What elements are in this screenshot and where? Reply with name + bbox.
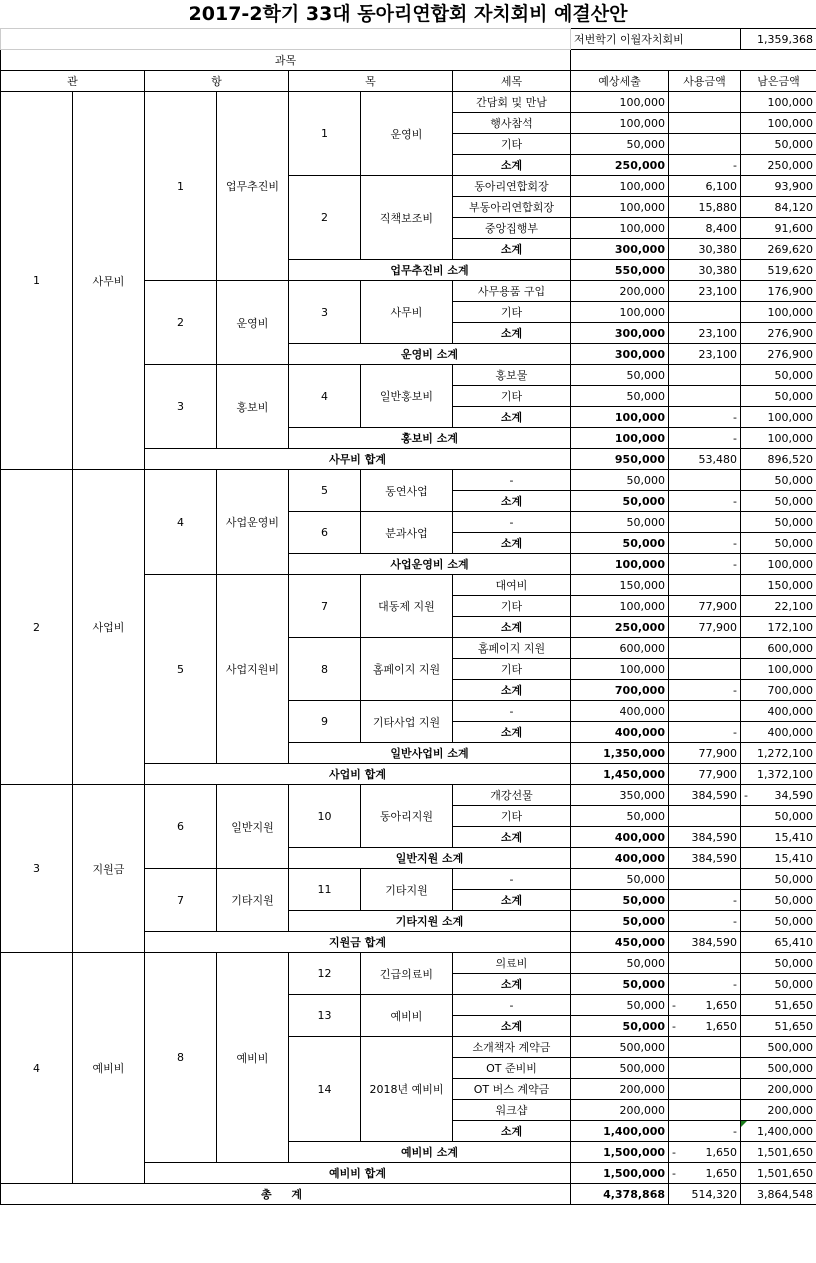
remain-cell: 172,100 bbox=[741, 617, 816, 638]
dash-mark: - bbox=[672, 998, 676, 1012]
used-cell bbox=[669, 512, 741, 533]
used-cell bbox=[669, 365, 741, 386]
hang-name: 예비비 bbox=[217, 953, 289, 1163]
budget-cell: 50,000 bbox=[571, 386, 669, 407]
remain-cell: 15,410 bbox=[741, 848, 816, 869]
remain-cell: 65,410 bbox=[741, 932, 816, 953]
used-cell: 77,900 bbox=[669, 764, 741, 785]
budget-cell: 700,000 bbox=[571, 680, 669, 701]
used-cell: 77,900 bbox=[669, 617, 741, 638]
item-name: 소계 bbox=[453, 239, 571, 260]
mok-name: 사무비 bbox=[361, 281, 453, 344]
budget-cell: 100,000 bbox=[571, 197, 669, 218]
hang-name: 운영비 bbox=[217, 281, 289, 365]
item-name: 운영비 소계 bbox=[289, 344, 571, 365]
used-cell bbox=[669, 701, 741, 722]
used-cell bbox=[669, 575, 741, 596]
remain-cell: 91,600 bbox=[741, 218, 816, 239]
sheet-title: 2017-2학기 33대 동아리연합회 자치회비 예결산안 bbox=[188, 3, 628, 25]
mok-no: 2 bbox=[289, 176, 361, 260]
item-name: 소계 bbox=[453, 1016, 571, 1037]
item-name: 소개책자 계약금 bbox=[453, 1037, 571, 1058]
mok-name: 분과사업 bbox=[361, 512, 453, 554]
gwan-name: 예비비 bbox=[73, 953, 145, 1184]
remain-cell: 1,272,100 bbox=[741, 743, 816, 764]
budget-cell: 950,000 bbox=[571, 449, 669, 470]
used-cell: - 1,650 bbox=[669, 995, 741, 1016]
used-cell bbox=[669, 113, 741, 134]
item-name: 대여비 bbox=[453, 575, 571, 596]
budget-cell: 1,350,000 bbox=[571, 743, 669, 764]
header-row bbox=[1, 71, 816, 92]
hang-name: 사업지원비 bbox=[217, 575, 289, 764]
used-cell: - bbox=[669, 428, 741, 449]
budget-cell: 400,000 bbox=[571, 848, 669, 869]
budget-cell: 50,000 bbox=[571, 533, 669, 554]
budget-cell: 300,000 bbox=[571, 344, 669, 365]
hang-name: 기타지원 bbox=[217, 869, 289, 932]
remain-cell: 400,000 bbox=[741, 722, 816, 743]
mok-no: 13 bbox=[289, 995, 361, 1037]
remain-cell: 1,501,650 bbox=[741, 1142, 816, 1163]
item-name: 홍보비 소계 bbox=[289, 428, 571, 449]
remain-cell: 50,000 bbox=[741, 890, 816, 911]
mok-no: 5 bbox=[289, 470, 361, 512]
used-cell: - bbox=[669, 491, 741, 512]
used-cell bbox=[669, 302, 741, 323]
budget-cell: 50,000 bbox=[571, 869, 669, 890]
budget-cell: 50,000 bbox=[571, 470, 669, 491]
dash-mark: - bbox=[744, 788, 748, 802]
used-cell: - bbox=[669, 155, 741, 176]
remain-cell: 1,372,100 bbox=[741, 764, 816, 785]
remain-cell: 1,501,650 bbox=[741, 1163, 816, 1184]
item-name: 워크샵 bbox=[453, 1100, 571, 1121]
budget-cell: 450,000 bbox=[571, 932, 669, 953]
used-cell bbox=[669, 1100, 741, 1121]
budget-cell: 100,000 bbox=[571, 218, 669, 239]
budget-cell: 1,400,000 bbox=[571, 1121, 669, 1142]
mok-name: 대동제 지원 bbox=[361, 575, 453, 638]
item-name: 예비비 합계 bbox=[145, 1163, 571, 1184]
used-cell: - bbox=[669, 680, 741, 701]
remain-cell: 50,000 bbox=[741, 470, 816, 491]
item-name: 사업운영비 소계 bbox=[289, 554, 571, 575]
remain-cell: 176,900 bbox=[741, 281, 816, 302]
budget-cell: 300,000 bbox=[571, 323, 669, 344]
budget-cell: 1,500,000 bbox=[571, 1142, 669, 1163]
budget-cell: 50,000 bbox=[571, 512, 669, 533]
item-name: 지원금 합계 bbox=[145, 932, 571, 953]
table-row bbox=[1, 785, 816, 806]
item-name: 홍보물 bbox=[453, 365, 571, 386]
remain-cell: 896,520 bbox=[741, 449, 816, 470]
used-cell bbox=[669, 134, 741, 155]
budget-cell: 50,000 bbox=[571, 806, 669, 827]
item-name: 소계 bbox=[453, 680, 571, 701]
mok-no: 7 bbox=[289, 575, 361, 638]
used-cell: 23,100 bbox=[669, 323, 741, 344]
budget-cell: 300,000 bbox=[571, 239, 669, 260]
item-name: 개강선물 bbox=[453, 785, 571, 806]
budget-cell: 100,000 bbox=[571, 554, 669, 575]
item-name: - bbox=[453, 995, 571, 1016]
remain-cell: 100,000 bbox=[741, 113, 816, 134]
remain-cell: 269,620 bbox=[741, 239, 816, 260]
item-name: 소계 bbox=[453, 1121, 571, 1142]
item-name: 소계 bbox=[453, 323, 571, 344]
grand-total-row bbox=[1, 1184, 816, 1205]
used-cell: 30,380 bbox=[669, 260, 741, 281]
budget-table bbox=[0, 28, 816, 1205]
mok-name: 일반홍보비 bbox=[361, 365, 453, 428]
budget-cell: 50,000 bbox=[571, 365, 669, 386]
used-cell bbox=[669, 470, 741, 491]
item-name: - bbox=[453, 470, 571, 491]
remain-cell: 150,000 bbox=[741, 575, 816, 596]
used-cell: - bbox=[669, 407, 741, 428]
grand-total-label: 총 계 bbox=[1, 1184, 571, 1205]
used-cell: - bbox=[669, 1121, 741, 1142]
hang-name: 사업운영비 bbox=[217, 470, 289, 575]
item-name: 소계 bbox=[453, 827, 571, 848]
used-cell: 384,590 bbox=[669, 785, 741, 806]
remain-cell: 50,000 bbox=[741, 365, 816, 386]
used-cell: - 1,650 bbox=[669, 1016, 741, 1037]
item-name: 사업비 합계 bbox=[145, 764, 571, 785]
used-cell bbox=[669, 92, 741, 113]
table-row bbox=[1, 470, 816, 491]
header-remain: 남은금액 bbox=[741, 71, 816, 92]
budget-cell: 100,000 bbox=[571, 659, 669, 680]
used-cell: 30,380 bbox=[669, 239, 741, 260]
item-name: 소계 bbox=[453, 617, 571, 638]
budget-cell: 1,450,000 bbox=[571, 764, 669, 785]
gwan-name: 사무비 bbox=[73, 92, 145, 470]
item-name: 의료비 bbox=[453, 953, 571, 974]
hang-no: 5 bbox=[145, 575, 217, 764]
used-cell bbox=[669, 638, 741, 659]
item-name: 기타 bbox=[453, 302, 571, 323]
mok-no: 1 bbox=[289, 92, 361, 176]
used-cell: - bbox=[669, 722, 741, 743]
remain-cell: 500,000 bbox=[741, 1058, 816, 1079]
remain-cell: - 34,590 bbox=[741, 785, 816, 806]
remain-cell: 50,000 bbox=[741, 911, 816, 932]
remain-cell: 50,000 bbox=[741, 953, 816, 974]
budget-cell: 50,000 bbox=[571, 911, 669, 932]
used-cell bbox=[669, 1058, 741, 1079]
item-name: 중앙집행부 bbox=[453, 218, 571, 239]
item-name: - bbox=[453, 869, 571, 890]
used-cell: 77,900 bbox=[669, 743, 741, 764]
remain-cell: 200,000 bbox=[741, 1100, 816, 1121]
remain-cell: 1,400,000 bbox=[741, 1121, 816, 1142]
dash-mark: - bbox=[672, 1019, 676, 1033]
remain-cell: 50,000 bbox=[741, 869, 816, 890]
used-cell: - 1,650 bbox=[669, 1142, 741, 1163]
remain-cell: 50,000 bbox=[741, 491, 816, 512]
item-name: - bbox=[453, 701, 571, 722]
budget-cell: 100,000 bbox=[571, 92, 669, 113]
item-name: 동아리연합회장 bbox=[453, 176, 571, 197]
hang-no: 4 bbox=[145, 470, 217, 575]
item-name: OT 버스 계약금 bbox=[453, 1079, 571, 1100]
header-mok: 목 bbox=[289, 71, 453, 92]
remain-cell: 400,000 bbox=[741, 701, 816, 722]
header-budget: 예상세출 bbox=[571, 71, 669, 92]
budget-cell: 250,000 bbox=[571, 155, 669, 176]
used-cell bbox=[669, 1037, 741, 1058]
hang-no: 8 bbox=[145, 953, 217, 1163]
hang-no: 6 bbox=[145, 785, 217, 869]
mok-name: 2018년 예비비 bbox=[361, 1037, 453, 1142]
remain-cell: 700,000 bbox=[741, 680, 816, 701]
remain-cell: 100,000 bbox=[741, 659, 816, 680]
used-cell: - bbox=[669, 533, 741, 554]
used-cell: - bbox=[669, 890, 741, 911]
used-cell: 23,100 bbox=[669, 344, 741, 365]
mok-no: 9 bbox=[289, 701, 361, 743]
gwan-no: 2 bbox=[1, 470, 73, 785]
mok-no: 11 bbox=[289, 869, 361, 911]
mok-name: 동아리지원 bbox=[361, 785, 453, 848]
budget-cell: 50,000 bbox=[571, 491, 669, 512]
remain-cell: 100,000 bbox=[741, 407, 816, 428]
used-cell bbox=[669, 953, 741, 974]
budget-cell: 100,000 bbox=[571, 428, 669, 449]
budget-cell: 600,000 bbox=[571, 638, 669, 659]
budget-cell: 50,000 bbox=[571, 953, 669, 974]
budget-cell: 350,000 bbox=[571, 785, 669, 806]
used-cell bbox=[669, 1079, 741, 1100]
hang-no: 7 bbox=[145, 869, 217, 932]
used-cell: 53,480 bbox=[669, 449, 741, 470]
remain-cell: 250,000 bbox=[741, 155, 816, 176]
hang-no: 2 bbox=[145, 281, 217, 365]
mok-no: 10 bbox=[289, 785, 361, 848]
budget-cell: 150,000 bbox=[571, 575, 669, 596]
item-name: 소계 bbox=[453, 491, 571, 512]
item-name: 간담회 및 만남 bbox=[453, 92, 571, 113]
mok-no: 14 bbox=[289, 1037, 361, 1142]
mok-name: 홈페이지 지원 bbox=[361, 638, 453, 701]
used-cell bbox=[669, 659, 741, 680]
remain-cell: 276,900 bbox=[741, 323, 816, 344]
remain-cell: 50,000 bbox=[741, 134, 816, 155]
grand-total-budget: 4,378,868 bbox=[571, 1184, 669, 1205]
remain-cell: 51,650 bbox=[741, 995, 816, 1016]
remain-cell: 519,620 bbox=[741, 260, 816, 281]
remain-cell: 15,410 bbox=[741, 827, 816, 848]
budget-cell: 250,000 bbox=[571, 617, 669, 638]
mok-no: 12 bbox=[289, 953, 361, 995]
hang-no: 1 bbox=[145, 92, 217, 281]
dash-mark: - bbox=[672, 1145, 676, 1159]
hang-no: 3 bbox=[145, 365, 217, 449]
item-name: 기타지원 소계 bbox=[289, 911, 571, 932]
used-cell: - bbox=[669, 911, 741, 932]
budget-cell: 100,000 bbox=[571, 176, 669, 197]
item-name: OT 준비비 bbox=[453, 1058, 571, 1079]
budget-cell: 400,000 bbox=[571, 701, 669, 722]
item-name: 일반사업비 소계 bbox=[289, 743, 571, 764]
item-name: - bbox=[453, 512, 571, 533]
carryover-row bbox=[1, 29, 816, 50]
header-gwan: 관 bbox=[1, 71, 145, 92]
budget-cell: 100,000 bbox=[571, 302, 669, 323]
item-name: 부동아리연합회장 bbox=[453, 197, 571, 218]
used-cell: 384,590 bbox=[669, 848, 741, 869]
budget-cell: 100,000 bbox=[571, 113, 669, 134]
header-semok: 세목 bbox=[453, 71, 571, 92]
carryover-value: 1,359,368 bbox=[741, 29, 816, 50]
budget-cell: 400,000 bbox=[571, 722, 669, 743]
item-name: 소계 bbox=[453, 155, 571, 176]
budget-cell: 50,000 bbox=[571, 134, 669, 155]
mok-name: 긴급의료비 bbox=[361, 953, 453, 995]
item-name: 사무용품 구입 bbox=[453, 281, 571, 302]
gwan-name: 지원금 bbox=[73, 785, 145, 953]
item-name: 기타 bbox=[453, 386, 571, 407]
used-cell bbox=[669, 386, 741, 407]
mok-name: 기타지원 bbox=[361, 869, 453, 911]
budget-cell: 400,000 bbox=[571, 827, 669, 848]
category-row bbox=[1, 50, 816, 71]
used-cell: 8,400 bbox=[669, 218, 741, 239]
used-cell bbox=[669, 806, 741, 827]
budget-cell: 200,000 bbox=[571, 1100, 669, 1121]
item-name: 홈페이지 지원 bbox=[453, 638, 571, 659]
hang-name: 일반지원 bbox=[217, 785, 289, 869]
remain-cell: 50,000 bbox=[741, 806, 816, 827]
item-name: 소계 bbox=[453, 533, 571, 554]
item-name: 행사참석 bbox=[453, 113, 571, 134]
remain-cell: 50,000 bbox=[741, 533, 816, 554]
hang-name: 업무추진비 bbox=[217, 92, 289, 281]
mok-name: 기타사업 지원 bbox=[361, 701, 453, 743]
item-name: 기타 bbox=[453, 596, 571, 617]
item-name: 소계 bbox=[453, 890, 571, 911]
item-name: 사무비 합계 bbox=[145, 449, 571, 470]
carryover-label: 저번학기 이월자치회비 bbox=[571, 29, 741, 50]
used-cell: 23,100 bbox=[669, 281, 741, 302]
budget-cell: 100,000 bbox=[571, 596, 669, 617]
item-name: 소계 bbox=[453, 407, 571, 428]
budget-cell: 50,000 bbox=[571, 890, 669, 911]
used-cell: 77,900 bbox=[669, 596, 741, 617]
item-name: 업무추진비 소계 bbox=[289, 260, 571, 281]
budget-cell: 200,000 bbox=[571, 1079, 669, 1100]
category-header: 과목 bbox=[1, 50, 571, 71]
table-row bbox=[1, 92, 816, 113]
remain-cell: 200,000 bbox=[741, 1079, 816, 1100]
remain-cell: 100,000 bbox=[741, 428, 816, 449]
header-used: 사용금액 bbox=[669, 71, 741, 92]
mok-name: 직책보조비 bbox=[361, 176, 453, 260]
used-cell bbox=[669, 869, 741, 890]
remain-cell: 84,120 bbox=[741, 197, 816, 218]
budget-cell: 500,000 bbox=[571, 1058, 669, 1079]
budget-cell: 500,000 bbox=[571, 1037, 669, 1058]
remain-cell: 100,000 bbox=[741, 92, 816, 113]
budget-cell: 50,000 bbox=[571, 974, 669, 995]
remain-cell: 50,000 bbox=[741, 386, 816, 407]
remain-cell: 50,000 bbox=[741, 512, 816, 533]
remain-cell: 100,000 bbox=[741, 302, 816, 323]
hang-name: 홍보비 bbox=[217, 365, 289, 449]
mok-no: 4 bbox=[289, 365, 361, 428]
remain-cell: 93,900 bbox=[741, 176, 816, 197]
gwan-no: 1 bbox=[1, 92, 73, 470]
used-cell: 15,880 bbox=[669, 197, 741, 218]
remain-cell: 50,000 bbox=[741, 974, 816, 995]
grand-total-remain: 3,864,548 bbox=[741, 1184, 816, 1205]
grand-total-used: 514,320 bbox=[669, 1184, 741, 1205]
mok-no: 8 bbox=[289, 638, 361, 701]
remain-cell: 100,000 bbox=[741, 554, 816, 575]
item-name: 일반지원 소계 bbox=[289, 848, 571, 869]
mok-no: 6 bbox=[289, 512, 361, 554]
used-cell: 6,100 bbox=[669, 176, 741, 197]
item-name: 소계 bbox=[453, 722, 571, 743]
budget-cell: 50,000 bbox=[571, 1016, 669, 1037]
budget-cell: 50,000 bbox=[571, 995, 669, 1016]
remain-cell: 22,100 bbox=[741, 596, 816, 617]
budget-cell: 1,500,000 bbox=[571, 1163, 669, 1184]
item-name: 기타 bbox=[453, 659, 571, 680]
gwan-no: 3 bbox=[1, 785, 73, 953]
remain-cell: 500,000 bbox=[741, 1037, 816, 1058]
mok-no: 3 bbox=[289, 281, 361, 344]
mok-name: 예비비 bbox=[361, 995, 453, 1037]
budget-cell: 550,000 bbox=[571, 260, 669, 281]
budget-cell: 200,000 bbox=[571, 281, 669, 302]
used-cell: - bbox=[669, 974, 741, 995]
used-cell: 384,590 bbox=[669, 932, 741, 953]
remain-cell: 276,900 bbox=[741, 344, 816, 365]
mok-name: 운영비 bbox=[361, 92, 453, 176]
item-name: 예비비 소계 bbox=[289, 1142, 571, 1163]
gwan-no: 4 bbox=[1, 953, 73, 1184]
item-name: 기타 bbox=[453, 806, 571, 827]
remain-cell: 600,000 bbox=[741, 638, 816, 659]
remain-cell: 51,650 bbox=[741, 1016, 816, 1037]
mok-name: 동연사업 bbox=[361, 470, 453, 512]
item-name: 소계 bbox=[453, 974, 571, 995]
used-cell: - 1,650 bbox=[669, 1163, 741, 1184]
used-cell: 384,590 bbox=[669, 827, 741, 848]
header-hang: 항 bbox=[145, 71, 289, 92]
table-row bbox=[1, 953, 816, 974]
budget-cell: 100,000 bbox=[571, 407, 669, 428]
item-name: 기타 bbox=[453, 134, 571, 155]
dash-mark: - bbox=[672, 1166, 676, 1180]
used-cell: - bbox=[669, 554, 741, 575]
gwan-name: 사업비 bbox=[73, 470, 145, 785]
